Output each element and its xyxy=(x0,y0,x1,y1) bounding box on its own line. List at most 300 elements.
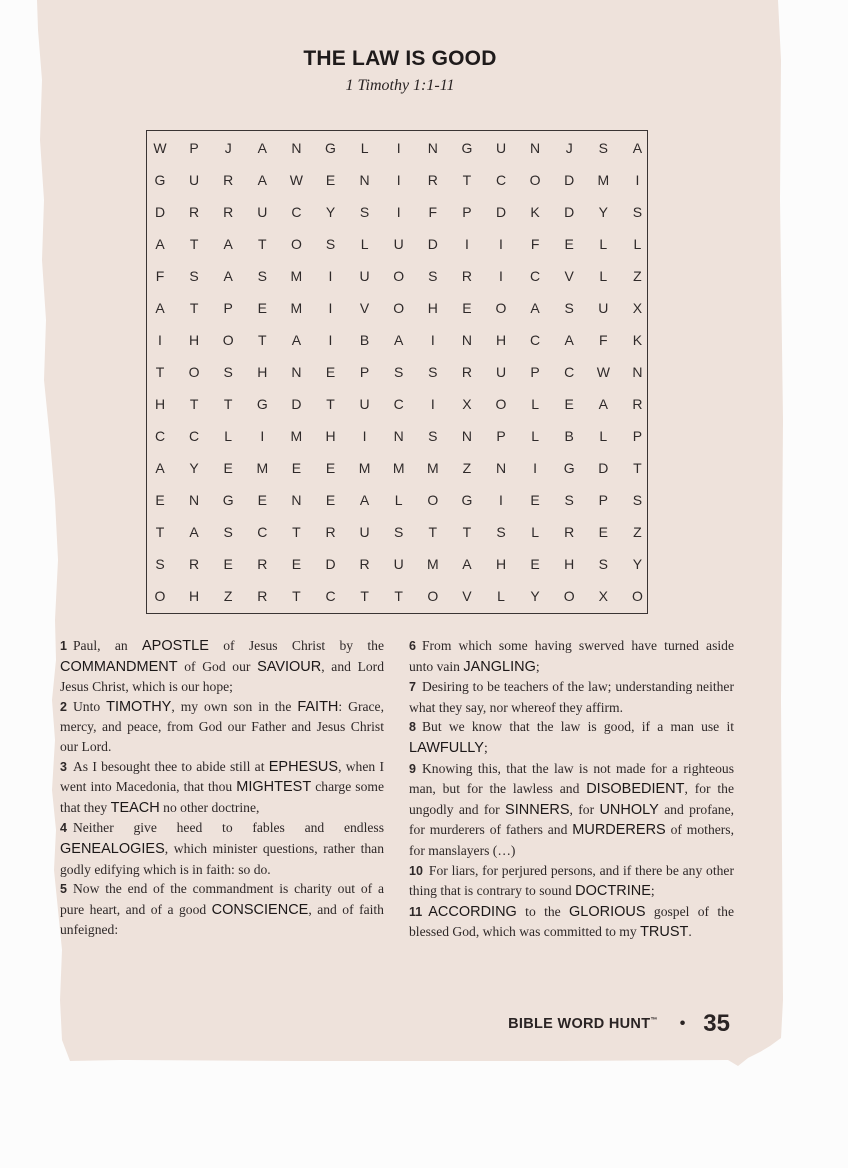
grid-letter[interactable]: L xyxy=(531,396,539,412)
grid-letter[interactable]: I xyxy=(362,428,367,444)
grid-letter[interactable]: A xyxy=(598,396,608,412)
grid-row xyxy=(147,485,647,515)
grid-row xyxy=(147,549,647,579)
grid-letter[interactable]: U xyxy=(359,268,370,284)
grid-letter[interactable]: H xyxy=(189,332,200,348)
grid-letter[interactable]: I xyxy=(396,172,401,188)
grid-letter[interactable]: J xyxy=(565,140,573,156)
grid-letter[interactable]: E xyxy=(325,364,336,380)
verse-text: As I besought thee to abide still at xyxy=(72,758,269,774)
grid-letter[interactable]: O xyxy=(393,300,405,316)
grid-letter[interactable]: E xyxy=(598,524,608,540)
grid-letter[interactable]: N xyxy=(291,364,302,380)
verses-right-column xyxy=(409,636,734,943)
grid-letter[interactable]: Z xyxy=(633,524,642,540)
verse-number: 3 xyxy=(60,759,67,774)
verse-text: : Grace, mercy, and peace, from God our Father and Jesus Christ our Lord. xyxy=(60,698,384,754)
grid-letter[interactable]: S xyxy=(325,236,336,252)
grid-letter[interactable]: S xyxy=(223,364,233,380)
grid-letter[interactable]: S xyxy=(598,556,608,572)
grid-letter[interactable]: D xyxy=(291,396,302,412)
grid-letter[interactable]: T xyxy=(462,172,472,188)
grid-letter[interactable]: G xyxy=(222,492,234,508)
grid-letter[interactable]: I xyxy=(430,332,435,348)
grid-letter[interactable]: I xyxy=(396,140,401,156)
grid-letter[interactable]: R xyxy=(257,588,268,604)
grid-letter[interactable]: E xyxy=(291,460,302,476)
grid-letter[interactable]: E xyxy=(462,300,472,316)
keyword: JANGLING xyxy=(463,658,536,675)
grid-letter[interactable]: S xyxy=(394,524,404,540)
grid-letter[interactable]: C xyxy=(564,364,575,380)
grid-letter[interactable]: X xyxy=(632,300,643,316)
grid-letter[interactable]: N xyxy=(461,428,472,444)
grid-letter[interactable]: T xyxy=(462,524,472,540)
keyword: ACCORDING xyxy=(428,903,517,920)
grid-letter[interactable]: S xyxy=(155,556,165,572)
grid-letter[interactable]: F xyxy=(155,268,165,284)
grid-letter[interactable]: R xyxy=(461,268,472,284)
grid-row xyxy=(147,389,647,419)
grid-letter[interactable]: A xyxy=(564,332,574,348)
keyword: EPHESUS xyxy=(268,758,339,775)
grid-letter[interactable]: O xyxy=(529,172,541,188)
grid-letter[interactable]: U xyxy=(257,204,268,220)
keyword: LAWFULLY xyxy=(409,739,484,756)
grid-letter[interactable]: R xyxy=(223,204,234,220)
grid-letter[interactable]: T xyxy=(292,588,301,604)
grid-letter[interactable]: S xyxy=(394,364,404,380)
verse-number: 2 xyxy=(60,699,67,714)
grid-letter[interactable]: G xyxy=(325,140,336,156)
grid-letter[interactable]: E xyxy=(257,492,267,508)
grid-letter[interactable]: T xyxy=(292,524,301,540)
verse xyxy=(409,902,734,943)
keyword: APOSTLE xyxy=(142,638,209,654)
grid-letter[interactable]: T xyxy=(258,332,267,348)
grid-letter[interactable]: N xyxy=(189,492,200,508)
grid-letter[interactable]: I xyxy=(328,332,333,348)
grid-letter[interactable]: A xyxy=(394,332,404,348)
grid-letter[interactable]: L xyxy=(599,236,608,252)
grid-row xyxy=(147,165,647,195)
grid-letter[interactable]: S xyxy=(223,524,233,540)
grid-letter[interactable]: I xyxy=(635,172,640,188)
verse-number: 7 xyxy=(409,680,416,695)
grid-letter[interactable]: O xyxy=(154,588,166,604)
grid-letter[interactable]: A xyxy=(291,332,302,348)
grid-letter[interactable]: A xyxy=(155,460,165,476)
grid-letter[interactable]: N xyxy=(461,332,472,348)
verse xyxy=(60,757,384,819)
grid-letter[interactable]: I xyxy=(260,428,265,444)
grid-letter[interactable]: K xyxy=(632,332,643,348)
grid-letter[interactable]: E xyxy=(564,396,574,412)
grid-letter[interactable]: S xyxy=(496,524,506,540)
grid-letter[interactable]: F xyxy=(428,204,438,220)
grid-letter[interactable]: E xyxy=(325,172,336,188)
grid-letter[interactable]: L xyxy=(633,236,642,252)
grid-letter[interactable]: L xyxy=(531,524,539,540)
grid-letter[interactable]: S xyxy=(632,492,643,508)
grid-letter[interactable]: D xyxy=(598,460,609,476)
grid-letter[interactable]: C xyxy=(325,588,336,604)
verse-text: Knowing this, that the law is not made for a righteous man, but for the lawless and xyxy=(409,760,734,797)
grid-letter[interactable]: Y xyxy=(530,588,540,604)
grid-letter[interactable]: E xyxy=(325,460,336,476)
grid-letter[interactable]: U xyxy=(359,396,370,412)
grid-letter[interactable]: A xyxy=(257,172,267,188)
keyword: GENEALOGIES xyxy=(60,840,165,857)
grid-letter[interactable]: A xyxy=(632,140,643,156)
grid-row xyxy=(147,197,647,227)
grid-letter[interactable]: Z xyxy=(633,268,642,284)
page-footer xyxy=(480,1010,730,1038)
grid-row xyxy=(147,421,647,451)
grid-letter[interactable]: T xyxy=(189,236,199,252)
grid-letter[interactable]: A xyxy=(189,524,199,540)
grid-letter[interactable]: T xyxy=(394,588,403,604)
grid-letter[interactable]: D xyxy=(325,556,336,572)
grid-letter[interactable]: T xyxy=(223,396,233,412)
grid-letter[interactable]: H xyxy=(564,556,575,572)
grid-letter[interactable]: C xyxy=(257,524,268,540)
grid-letter[interactable]: Z xyxy=(223,588,233,604)
verse-number: 6 xyxy=(409,639,416,653)
keyword: COMMANDMENT xyxy=(60,658,178,675)
grid-letter[interactable]: W xyxy=(596,364,610,380)
grid-letter[interactable]: A xyxy=(155,236,165,252)
verse-text: ; xyxy=(483,739,488,755)
grid-letter[interactable]: R xyxy=(223,172,234,188)
grid-letter[interactable]: U xyxy=(393,236,404,252)
grid-letter[interactable]: Z xyxy=(462,460,472,476)
grid-letter[interactable]: L xyxy=(599,428,608,444)
grid-letter[interactable]: P xyxy=(496,428,506,444)
grid-letter[interactable]: P xyxy=(223,300,233,316)
keyword: GLORIOUS xyxy=(569,903,646,920)
grid-letter[interactable]: V xyxy=(462,588,472,604)
grid-letter[interactable]: E xyxy=(223,556,233,572)
grid-letter[interactable]: Y xyxy=(632,556,643,572)
grid-letter[interactable]: P xyxy=(598,492,608,508)
grid-letter[interactable]: D xyxy=(495,204,507,220)
grid-row xyxy=(147,133,647,163)
grid-letter[interactable]: I xyxy=(430,396,435,412)
grid-letter[interactable]: S xyxy=(359,204,370,220)
verse-number: 5 xyxy=(60,882,67,897)
grid-letter[interactable]: H xyxy=(189,588,200,604)
grid-letter[interactable]: O xyxy=(427,588,439,604)
grid-letter[interactable]: S xyxy=(428,268,438,284)
grid-letter[interactable]: R xyxy=(461,364,472,380)
grid-letter[interactable]: T xyxy=(326,396,335,412)
word-search-grid xyxy=(146,130,648,614)
grid-letter[interactable]: E xyxy=(325,492,336,508)
grid-letter[interactable]: P xyxy=(462,204,472,220)
grid-letter[interactable]: S xyxy=(598,140,608,156)
verse-number: 10 xyxy=(409,863,423,878)
grid-row xyxy=(147,261,647,291)
grid-letter[interactable]: C xyxy=(530,332,541,348)
grid-letter[interactable]: L xyxy=(360,236,369,252)
grid-letter[interactable]: R xyxy=(427,172,438,188)
verse xyxy=(409,861,734,902)
grid-letter[interactable]: S xyxy=(257,268,267,284)
grid-letter[interactable]: I xyxy=(328,268,333,284)
grid-letter[interactable]: E xyxy=(223,460,233,476)
verse-text: , which minister questions, rather than godly edifying which is in faith: so do. xyxy=(60,840,384,877)
grid-letter[interactable]: G xyxy=(154,172,166,188)
grid-letter[interactable]: M xyxy=(256,460,269,476)
grid-letter[interactable]: C xyxy=(393,396,404,412)
grid-letter[interactable]: O xyxy=(563,588,575,604)
grid-letter[interactable]: A xyxy=(359,492,370,508)
verse-text: , and of faith unfeigned: xyxy=(60,901,384,938)
grid-letter[interactable]: S xyxy=(564,492,574,508)
grid-letter[interactable]: H xyxy=(257,364,268,380)
grid-letter[interactable]: C xyxy=(189,428,200,444)
grid-letter[interactable]: O xyxy=(222,332,234,348)
grid-letter[interactable]: S xyxy=(632,204,643,220)
grid-row xyxy=(147,581,647,611)
keyword: TEACH xyxy=(110,799,160,816)
verse-text: no other doctrine, xyxy=(159,799,260,815)
grid-letter[interactable]: S xyxy=(564,300,574,316)
grid-letter[interactable]: D xyxy=(154,204,166,220)
grid-letter[interactable]: P xyxy=(359,364,370,380)
grid-letter[interactable]: M xyxy=(358,460,371,476)
grid-letter[interactable]: E xyxy=(530,556,540,572)
grid-row xyxy=(147,293,647,323)
grid-letter[interactable]: O xyxy=(495,396,507,412)
grid-letter[interactable]: P xyxy=(530,364,540,380)
grid-letter[interactable]: E xyxy=(291,556,302,572)
scripture-reference: 1 Timothy 1:1-11 xyxy=(345,77,455,94)
grid-letter[interactable]: A xyxy=(223,236,233,252)
grid-letter[interactable]: M xyxy=(426,460,439,476)
verse-text: ; xyxy=(650,883,655,899)
grid-letter[interactable]: S xyxy=(428,364,438,380)
grid-letter[interactable]: N xyxy=(530,140,541,156)
grid-letter[interactable]: D xyxy=(427,236,438,252)
grid-letter[interactable]: T xyxy=(428,524,438,540)
grid-letter[interactable]: Y xyxy=(598,204,608,220)
grid-letter[interactable]: N xyxy=(291,492,302,508)
keyword: FAITH xyxy=(297,698,339,715)
grid-letter[interactable]: D xyxy=(564,172,575,188)
grid-letter[interactable]: U xyxy=(495,364,507,380)
grid-letter[interactable]: I xyxy=(396,204,401,220)
grid-letter[interactable]: D xyxy=(564,204,575,220)
grid-letter[interactable]: N xyxy=(393,428,404,444)
grid-letter[interactable]: A xyxy=(530,300,540,316)
grid-letter[interactable]: N xyxy=(359,172,370,188)
grid-letter[interactable]: H xyxy=(427,300,438,316)
keyword: MURDERERS xyxy=(572,822,666,839)
grid-letter[interactable]: L xyxy=(394,492,403,508)
grid-letter[interactable]: E xyxy=(530,492,540,508)
grid-letter[interactable]: R xyxy=(359,556,370,572)
grid-letter[interactable]: P xyxy=(189,140,199,156)
grid-letter[interactable]: C xyxy=(154,428,166,444)
grid-letter[interactable]: N xyxy=(632,364,643,380)
verse-text: of mothers, for manslayers (…) xyxy=(409,822,734,858)
grid-letter[interactable]: U xyxy=(495,140,507,156)
keyword: DISOBEDIENT xyxy=(586,781,685,798)
verse-text: to the xyxy=(516,903,570,919)
verse-text: charge some that they xyxy=(60,779,384,815)
grid-letter[interactable]: M xyxy=(597,172,610,188)
grid-letter[interactable]: G xyxy=(461,140,473,156)
grid-letter[interactable]: L xyxy=(531,428,539,444)
grid-letter[interactable]: G xyxy=(461,492,473,508)
grid-letter[interactable]: R xyxy=(325,524,336,540)
grid-letter[interactable]: Y xyxy=(325,204,336,220)
verse xyxy=(409,636,734,677)
verse-text: , my own son in the xyxy=(171,698,298,714)
grid-letter[interactable]: M xyxy=(290,268,303,284)
verse-text: Paul, an xyxy=(72,638,143,653)
grid-letter[interactable]: I xyxy=(499,268,503,284)
grid-letter[interactable]: G xyxy=(563,460,575,476)
grid-letter[interactable]: O xyxy=(188,364,200,380)
grid-letter[interactable]: F xyxy=(530,236,540,252)
verse-text: Neither give heed to fables and endless xyxy=(72,820,384,836)
footer-separator: • xyxy=(679,1015,686,1032)
grid-letter[interactable]: E xyxy=(257,300,267,316)
grid-letter[interactable]: I xyxy=(499,492,503,508)
verse-text: Desiring to be teachers of the law; understanding neither what they say, nor whereof they affirm. xyxy=(409,679,734,715)
grid-letter[interactable]: C xyxy=(530,268,541,284)
grid-letter[interactable]: K xyxy=(530,204,540,220)
grid-letter[interactable]: Y xyxy=(189,460,199,476)
grid-letter[interactable]: U xyxy=(359,524,370,540)
grid-letter[interactable]: I xyxy=(533,460,538,476)
verse-text: , and Lord Jesus Christ, which is our hope; xyxy=(60,658,385,695)
grid-letter[interactable]: R xyxy=(189,204,200,220)
grid-letter[interactable]: M xyxy=(290,428,303,444)
grid-letter[interactable]: M xyxy=(290,300,303,316)
keyword: MIGHTEST xyxy=(236,779,312,796)
grid-letter[interactable]: R xyxy=(632,396,643,412)
grid-letter[interactable]: H xyxy=(154,396,166,412)
grid-letter[interactable]: A xyxy=(257,140,267,156)
verse xyxy=(409,717,734,758)
grid-letter[interactable]: H xyxy=(495,332,507,348)
grid-letter[interactable]: X xyxy=(598,588,608,604)
grid-letter[interactable]: I xyxy=(328,300,333,316)
grid-letter[interactable]: T xyxy=(155,524,165,540)
grid-letter[interactable]: C xyxy=(291,204,302,220)
grid-letter[interactable]: J xyxy=(224,140,232,156)
grid-letter[interactable]: T xyxy=(258,236,267,252)
grid-letter[interactable]: G xyxy=(256,396,268,412)
verse-number: 8 xyxy=(409,720,416,735)
grid-letter[interactable]: N xyxy=(427,140,438,156)
grid-letter[interactable]: A xyxy=(462,556,472,572)
trademark-symbol: ™ xyxy=(650,1017,658,1025)
grid-letter[interactable]: I xyxy=(464,236,469,252)
grid-letter[interactable]: E xyxy=(564,236,574,252)
grid-letter[interactable]: V xyxy=(564,268,574,284)
grid-letter[interactable]: T xyxy=(360,588,369,604)
grid-letter[interactable]: M xyxy=(426,556,439,572)
grid-letter[interactable]: E xyxy=(155,492,165,508)
grid-letter[interactable]: V xyxy=(359,300,370,316)
grid-letter[interactable]: X xyxy=(462,396,472,412)
grid-letter[interactable]: L xyxy=(497,588,505,604)
page-title: THE LAW IS GOOD xyxy=(303,47,497,70)
grid-letter[interactable]: I xyxy=(499,236,503,252)
grid-row xyxy=(147,517,647,547)
verse-text: , for the ungodly and for xyxy=(409,781,734,817)
grid-letter[interactable]: F xyxy=(599,332,608,348)
grid-letter[interactable]: R xyxy=(564,524,575,540)
grid-letter[interactable]: U xyxy=(393,556,404,572)
grid-letter[interactable]: C xyxy=(495,172,507,188)
verse-text: and profane, for murderers of fathers and xyxy=(409,801,735,838)
keyword: TIMOTHY xyxy=(106,698,172,715)
grid-letter[interactable]: R xyxy=(257,556,268,572)
page-number: 35 xyxy=(703,1010,730,1037)
keyword: UNHOLY xyxy=(599,801,659,818)
grid-letter[interactable]: L xyxy=(224,428,233,444)
verse xyxy=(60,818,384,879)
grid-letter[interactable]: T xyxy=(155,364,165,380)
grid-letter[interactable]: H xyxy=(495,556,507,572)
grid-letter[interactable]: N xyxy=(291,140,302,156)
grid-row xyxy=(147,453,647,483)
grid-letter[interactable]: H xyxy=(325,428,336,444)
grid-letter[interactable]: S xyxy=(189,268,199,284)
grid-letter[interactable]: S xyxy=(428,428,438,444)
grid-letter[interactable]: B xyxy=(564,428,574,444)
verse-text: . xyxy=(688,924,692,940)
grid-letter[interactable]: T xyxy=(633,460,642,476)
grid-letter[interactable]: U xyxy=(189,172,200,188)
grid-letter[interactable]: O xyxy=(393,268,405,284)
grid-letter[interactable]: M xyxy=(392,460,405,476)
keyword: DOCTRINE xyxy=(575,883,651,900)
grid-letter[interactable]: N xyxy=(495,460,507,476)
grid-letter[interactable]: T xyxy=(189,300,199,316)
grid-letter[interactable]: O xyxy=(427,492,439,508)
verse-text: ; xyxy=(535,658,540,674)
footer-brand xyxy=(508,1016,658,1032)
grid-letter[interactable]: L xyxy=(360,140,369,156)
footer-brand-text: BIBLE WORD HUNT xyxy=(508,1016,651,1032)
grid-letter[interactable]: A xyxy=(223,268,233,284)
grid-letter[interactable]: I xyxy=(158,332,162,348)
grid-letter[interactable]: O xyxy=(495,300,507,316)
grid-letter[interactable]: T xyxy=(189,396,199,412)
grid-letter[interactable]: O xyxy=(631,588,643,604)
grid-letter[interactable]: A xyxy=(155,300,165,316)
keyword: TRUST xyxy=(640,924,689,941)
grid-letter[interactable]: W xyxy=(153,140,167,156)
keyword: CONSCIENCE xyxy=(211,901,309,918)
grid-letter[interactable]: W xyxy=(289,172,303,188)
verse xyxy=(60,697,384,757)
keyword: SAVIOUR xyxy=(257,658,322,675)
grid-letter[interactable]: O xyxy=(290,236,302,252)
grid-letter[interactable]: B xyxy=(359,332,370,348)
grid-letter[interactable]: U xyxy=(598,300,609,316)
grid-letter[interactable]: L xyxy=(599,268,608,284)
grid-letter[interactable]: R xyxy=(189,556,200,572)
grid-letter[interactable]: P xyxy=(632,428,643,444)
